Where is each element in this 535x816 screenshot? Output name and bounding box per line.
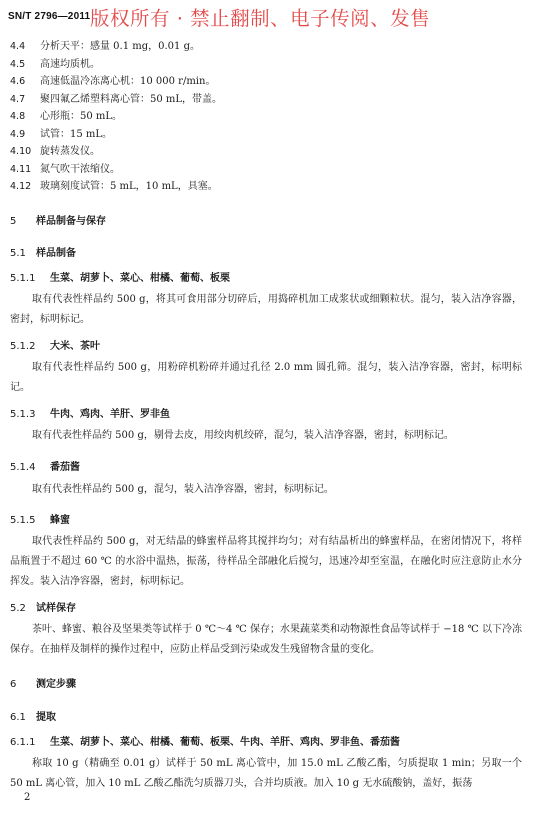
item-number: 4.5 — [10, 58, 26, 70]
item-number: 4.8 — [10, 111, 26, 122]
section-title: 测定步骤 — [36, 679, 76, 690]
clause-heading-6-1-1 — [10, 733, 400, 748]
clause-heading-5-1-1 — [10, 269, 230, 284]
item-text: 玻璃刻度试管：5 mL，10 mL，具塞。 — [40, 181, 218, 192]
item-text: 聚四氟乙烯塑料离心管：50 mL，带盖。 — [40, 93, 223, 105]
subsection-heading-5-2 — [10, 599, 76, 614]
section-number: 5.2 — [10, 603, 26, 614]
clause-number: 5.1.2 — [10, 341, 36, 352]
clause-heading-5-1-4 — [10, 458, 80, 473]
section-number: 6.1 — [10, 712, 26, 723]
clause-title: 生菜、胡萝卜、菜心、柑橘、葡萄、板栗 — [50, 273, 230, 284]
list-item — [10, 38, 520, 56]
clause-number: 5.1.1 — [10, 273, 36, 284]
list-item — [10, 143, 520, 161]
item-number: 4.10 — [10, 146, 32, 157]
clause-paragraph-5-1-2: 取有代表性样品约 500 g，用粉碎机粉碎并通过孔径 2.0 mm 圆孔筛。混匀，装入洁净容器，密封，标明标记。 — [10, 362, 522, 393]
item-text: 氮气吹干浓缩仪。 — [40, 163, 120, 175]
clause-paragraph-5-1-4: 取有代表性样品约 500 g，混匀，装入洁净容器，密封，标明标记。 — [32, 484, 334, 495]
item-number: 4.9 — [10, 128, 26, 140]
item-number: 4.11 — [10, 163, 32, 175]
section-heading-5 — [10, 212, 106, 227]
item-text: 试管：15 mL。 — [40, 128, 113, 140]
subsection-heading-6-1 — [10, 708, 56, 723]
item-text: 高速低温冷冻离心机：10 000 r/min。 — [40, 76, 216, 87]
clause-paragraph-5-1-1: 取有代表性样品约 500 g，将其可食用部分切碎后，用捣碎机加工成浆状或细颗粒状。混匀，装入洁净容器，密封，标明标记。 — [10, 294, 522, 325]
clause-number: 5.1.5 — [10, 515, 36, 526]
section-title: 样品制备 — [36, 248, 76, 259]
clause-number: 5.1.3 — [10, 409, 36, 420]
clause-heading-5-1-2 — [10, 337, 100, 352]
subsection-heading-5-1 — [10, 244, 76, 259]
subsection-paragraph-5-2: 茶叶、蜂蜜、粮谷及坚果类等试样于 0 ℃～4 ℃ 保存；水果蔬菜类和动物源性食品等试样于 −18 ℃ 以下冷冻保存。在抽样及制样的操作过程中，应防止样品受到污染或发生残留物含量的变化。 — [10, 624, 522, 655]
clause-paragraph-6-1-1: 称取 10 g（精确至 0.01 g）试样于 50 mL 离心管中，加 15.0 mL 乙酸乙酯，匀质提取 1 min；另取一个 50 mL 离心管，加入 10 mL 乙酸乙酯洗匀质器刀头，合并均质液。加入 10 g 无水硫酸钠，盖好，振荡 — [10, 758, 522, 789]
item-text: 高速均质机。 — [40, 58, 100, 70]
item-number: 4.12 — [10, 181, 32, 192]
copyright-watermark: 版权所有 · 禁止翻制、电子传阅、发售 — [90, 7, 431, 30]
list-item — [10, 91, 520, 109]
item-text: 心形瓶：50 mL。 — [40, 111, 123, 122]
section-number: 5.1 — [10, 248, 26, 259]
clause-title: 蜂蜜 — [50, 515, 70, 526]
section-title: 提取 — [36, 712, 56, 723]
standard-code: SN/T 2796—2011 — [8, 11, 91, 22]
list-item — [10, 126, 520, 144]
clause-title: 牛肉、鸡肉、羊肝、罗非鱼 — [50, 409, 170, 420]
clause-title: 生菜、胡萝卜、菜心、柑橘、葡萄、板栗、牛肉、羊肝、鸡肉、罗非鱼、番茄酱 — [50, 737, 400, 748]
clause-heading-5-1-5 — [10, 511, 70, 526]
item-number: 4.7 — [10, 93, 26, 105]
clause-paragraph-5-1-5: 取代表性样品约 500 g，对无结晶的蜂蜜样品将其搅拌均匀；对有结晶析出的蜂蜜样品，在密闭情况下，将样品瓶置于不超过 60 ℃ 的水浴中温热，振荡，待样品全部融化后搅匀，迅速冷却至室温，在融化时应注意防止水分挥发。装入洁净容器，密封，标明标记。 — [10, 536, 522, 587]
equipment-list — [10, 38, 520, 196]
clause-number: 5.1.4 — [10, 462, 36, 473]
page-number: 2 — [24, 792, 31, 803]
item-text: 旋转蒸发仪。 — [40, 146, 100, 157]
list-item — [10, 56, 520, 74]
clause-paragraph-5-1-3: 取有代表性样品约 500 g，剔骨去皮，用绞肉机绞碎，混匀，装入洁净容器，密封，标明标记。 — [32, 430, 454, 441]
list-item — [10, 178, 520, 196]
item-number: 4.4 — [10, 41, 26, 52]
section-title: 样品制备与保存 — [36, 216, 106, 227]
section-heading-6 — [10, 675, 76, 690]
clause-title: 番茄酱 — [50, 462, 80, 473]
section-number: 5 — [10, 216, 17, 227]
section-number: 6 — [10, 679, 17, 690]
clause-heading-5-1-3 — [10, 405, 170, 420]
clause-title: 大米、茶叶 — [50, 341, 100, 352]
item-text: 分析天平：感量 0.1 mg，0.01 g。 — [40, 41, 200, 52]
list-item — [10, 161, 520, 179]
clause-number: 6.1.1 — [10, 737, 36, 748]
item-number: 4.6 — [10, 76, 26, 87]
list-item — [10, 108, 520, 126]
section-title: 试样保存 — [36, 603, 76, 614]
list-item — [10, 73, 520, 91]
